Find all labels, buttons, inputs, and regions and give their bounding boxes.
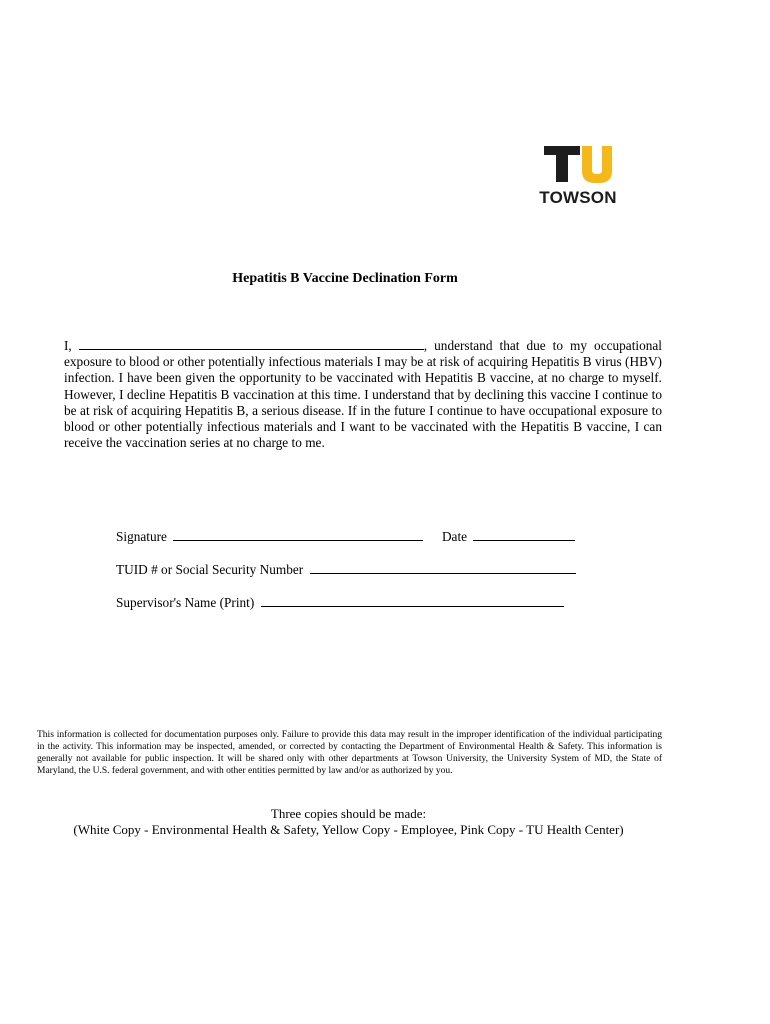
logo-wordmark: TOWSON	[539, 188, 617, 207]
copies-note	[0, 806, 697, 838]
privacy-notice: This information is collected for documentation purposes only. Failure to provide this data may result in the improper identification of the individual participating in the activity. This information may be inspected, amended, or corrected by contacting the Department of Environmental Health & Safety. This information is generally not available for public inspection. It will be shared only with other departments at Towson University, the University System of MD, the State of Maryland, the U.S. federal government, and with other entities permitted by law and/or as authorized by you.	[37, 730, 662, 777]
declaration-prefix: I,	[64, 338, 72, 353]
tuid-label: TUID # or Social Security Number	[116, 562, 304, 577]
signature-label: Signature	[116, 529, 167, 544]
tuid-line[interactable]	[310, 561, 576, 574]
towson-logo	[532, 143, 624, 209]
tu-monogram-icon	[532, 143, 624, 185]
supervisor-label: Supervisor's Name (Print)	[116, 595, 255, 610]
declaration-text: , understand that due to my occupational exposure to blood or other potentially infectious materials I may be at risk of acquiring Hepatitis B virus (HBV) infection. I have been given the opportunity to be vaccinated with Hepatitis B vaccine, at no charge to myself. However, I decline Hepatitis B vaccination at this time. I understand that by declining this vaccine I continue to be at risk of acquiring Hepatitis B, a serious disease. If in the future I continue to have occupational exposure to blood or other potentially infectious materials and I want to be vaccinated with the Hepatitis B vaccine, I can receive the vaccination series at no charge to me.	[64, 338, 662, 451]
copies-line-2: (White Copy - Environmental Health & Safety, Yellow Copy - Employee, Pink Copy - TU Health Center)	[73, 822, 624, 837]
supervisor-row	[116, 594, 564, 611]
date-line[interactable]	[473, 528, 575, 541]
tuid-row	[116, 561, 576, 578]
name-line[interactable]	[79, 338, 424, 350]
date-label: Date	[441, 529, 468, 544]
declaration-paragraph	[64, 338, 662, 451]
signature-line[interactable]	[173, 528, 423, 541]
signature-row	[116, 528, 575, 545]
copies-line-1: Three copies should be made:	[270, 806, 427, 821]
form-title: Hepatitis B Vaccine Declination Form	[232, 271, 458, 286]
supervisor-line[interactable]	[261, 594, 564, 607]
